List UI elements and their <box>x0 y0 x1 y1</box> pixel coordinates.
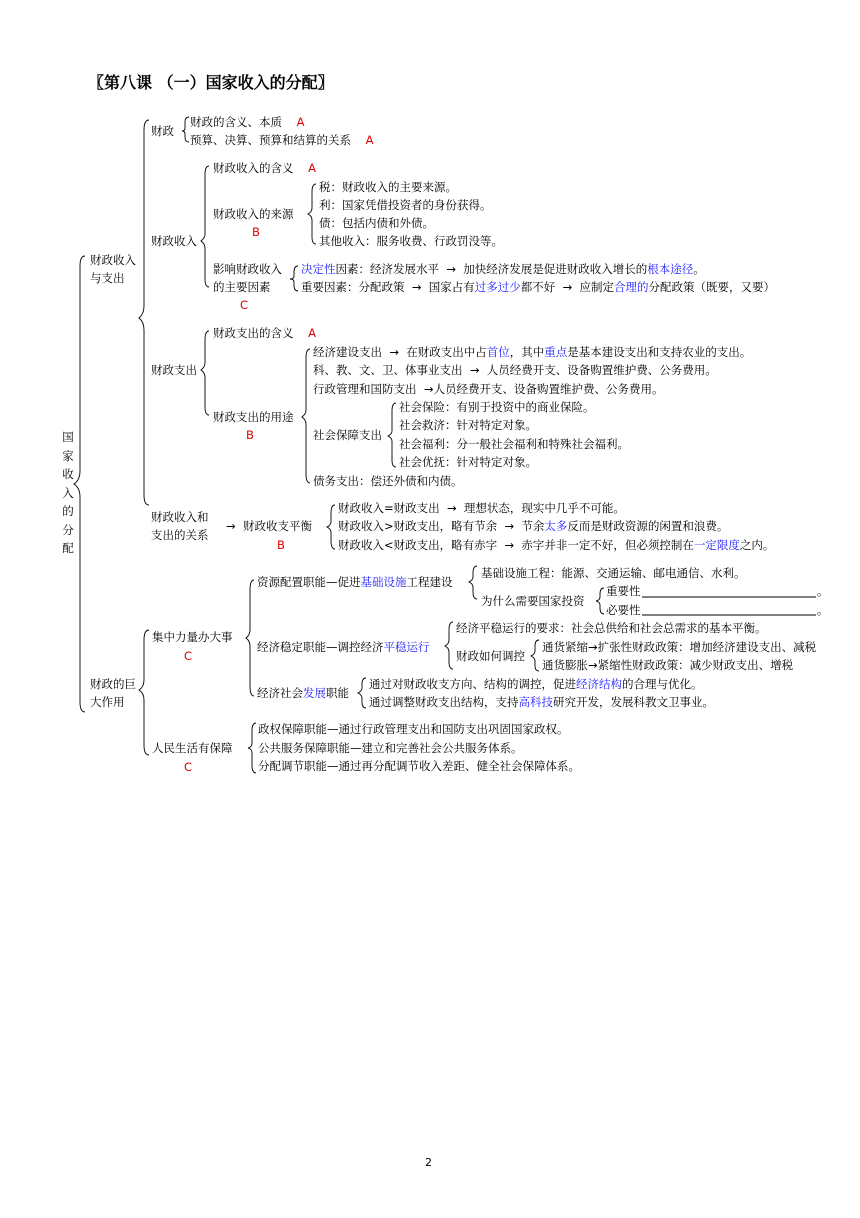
social-special-care: 社会优抚：针对特定对象。 <box>399 455 537 469</box>
brace-shehui <box>388 403 396 467</box>
page-number: 2 <box>425 1156 432 1169</box>
source-tax: 税：财政收入的主要来源。 <box>319 180 457 194</box>
public-service: 公共服务保障职能—建立和完善社会公共服务体系。 <box>258 741 523 755</box>
regime-guarantee: 政权保障职能—通过行政管理支出和国防支出巩固国家政权。 <box>258 722 569 736</box>
grade-c: C <box>240 298 249 312</box>
grade-a: A <box>308 161 316 175</box>
brace-wending <box>445 622 453 669</box>
section1-label-line1: 财政收入 <box>90 253 136 267</box>
spending-construction: 经济建设支出 → 在财政支出中占首位，其中重点是基本建设支出和支持农业的支出。 <box>313 345 752 359</box>
brace-touzi <box>596 588 604 614</box>
social-welfare: 社会福利：分一般社会福利和特殊社会福利。 <box>399 437 629 451</box>
brace-yongtu <box>302 349 310 483</box>
why-state-invest: 为什么需要国家投资 <box>481 594 585 608</box>
factor-decisive: 决定性因素：经济发展水平 → 加快经济发展是促进财政收入增长的根本途径。 <box>301 262 705 276</box>
distribution-adjust: 分配调节职能—通过再分配调节收入差距、健全社会保障体系。 <box>258 759 580 773</box>
spending-admin: 行政管理和国防支出 →人员经费开支、设备购置维护费、公务费用。 <box>313 382 664 396</box>
spending-education: 科、教、文、卫、体事业支出 → 人员经费开支、设备购置维护费、公务费用。 <box>313 363 717 377</box>
yingxiang-line1: 影响财政收入 <box>213 262 282 276</box>
brace-section1 <box>139 120 149 505</box>
development-function: 经济社会发展职能 <box>257 686 349 700</box>
infrastructure-note: 基础设施工程：能源、交通运输、邮电通信、水利。 <box>481 566 746 580</box>
jizhong-label: 集中力量办大事 <box>152 630 233 644</box>
grade-b: B <box>246 428 254 442</box>
section1-label-line2: 与支出 <box>90 271 125 285</box>
source-other: 其他收入：服务收费、行政罚没等。 <box>319 234 503 248</box>
social-insurance: 社会保险：有别于投资中的商业保险。 <box>399 400 595 414</box>
shouru-laiyuan: 财政收入的来源 <box>213 207 294 221</box>
grade-b: B <box>252 225 260 239</box>
caizheng-label: 财政 <box>151 124 174 138</box>
fiscal-control: 财政如何调控 <box>456 649 525 663</box>
development-structure: 通过对财政收支方向、结构的调控，促进经济结构的合理与优化。 <box>369 677 703 691</box>
inflation-policy: 通货膨胀→紧缩性财政政策：减少财政支出、增税 <box>542 658 794 672</box>
page-title: 〖第八课 （一）国家收入的分配〗 <box>88 73 334 92</box>
source-debt: 债：包括内债和外债。 <box>319 216 434 230</box>
shouru-label: 财政收入 <box>151 234 197 248</box>
stability-requirement: 经济平稳运行的要求：社会总供给和社会总需求的基本平衡。 <box>456 621 767 635</box>
zhichu-hanyi: 财政支出的含义 A <box>213 326 316 340</box>
caizheng-item-2: 预算、决算、预算和结算的关系 A <box>190 133 374 147</box>
importance-label: 重要性 <box>606 584 641 598</box>
balance-surplus: 财政收入>财政支出，略有节余 → 节余太多反而是财政资源的闲置和浪费。 <box>338 519 729 533</box>
root-label: 国家收入的分配 <box>62 430 74 555</box>
brace-ziyuan <box>469 566 477 599</box>
source-profit: 利：国家凭借投资者的身份获得。 <box>319 198 492 212</box>
brace-jizhong <box>246 580 254 696</box>
necessity-label: 必要性 <box>606 603 641 617</box>
brace-fazhan <box>358 678 366 708</box>
brace-shouru <box>201 166 209 287</box>
brace-sources <box>308 184 316 244</box>
grade-c: C <box>184 760 193 774</box>
grade-c: C <box>184 649 193 663</box>
economic-stability: 经济稳定职能—调控经济平稳运行 <box>257 640 430 654</box>
caizheng-item-1: 财政的含义、本质 A <box>190 115 305 129</box>
grade-a: A <box>365 133 374 147</box>
grade-b: B <box>277 538 285 552</box>
brace-ruhe <box>531 640 539 671</box>
balance-label: → 财政收支平衡 <box>226 519 312 533</box>
shouru-hanyi: 财政收入的含义 A <box>213 161 316 175</box>
section2-label-line1: 财政的巨 <box>90 677 136 691</box>
guanxi-line1: 财政收入和 <box>151 510 209 524</box>
necessity-period: 。 <box>817 603 829 617</box>
minsheng-label: 人民生活有保障 <box>152 741 233 755</box>
brace-root <box>74 256 85 712</box>
section2-label-line2: 大作用 <box>90 695 125 709</box>
importance-period: 。 <box>817 584 829 598</box>
grade-a: A <box>308 326 316 340</box>
spending-debt: 债务支出：偿还外债和内债。 <box>313 474 463 488</box>
deflation-policy: 通货紧缩→扩张性财政政策：增加经济建设支出、减税 <box>542 640 817 654</box>
yingxiang-line2: 的主要因素 <box>213 280 271 294</box>
development-tech: 通过调整财政支出结构，支持高科技研究开发，发展科教文卫事业。 <box>369 695 714 709</box>
balance-deficit: 财政收入<财政支出，略有赤字 → 赤字并非一定不好，但必须控制在一定限度之内。 <box>338 538 775 552</box>
balance-equal: 财政收入=财政支出 → 理想状态，现实中几乎不可能。 <box>338 501 625 515</box>
spending-social-label: 社会保障支出 <box>313 428 382 442</box>
brace-section2 <box>139 630 149 755</box>
brace-caizheng <box>182 117 189 142</box>
social-relief: 社会救济：针对特定对象。 <box>399 418 537 432</box>
grade-a: A <box>296 115 305 129</box>
resource-allocation: 资源配置职能—促进基础设施工程建设 <box>257 575 453 589</box>
brace-pingheng <box>327 505 335 549</box>
zhichu-yongtu: 财政支出的用途 <box>213 410 294 424</box>
brace-yinsu <box>290 266 298 291</box>
zhichu-label: 财政支出 <box>151 363 197 377</box>
guanxi-line2: 支出的关系 <box>151 528 209 542</box>
brace-zhichu <box>201 331 209 415</box>
factor-important: 重要因素：分配政策 → 国家占有过多过少都不好 → 应制定合理的分配政策（既要，又要） <box>301 280 776 294</box>
brace-minsheng <box>248 723 256 773</box>
